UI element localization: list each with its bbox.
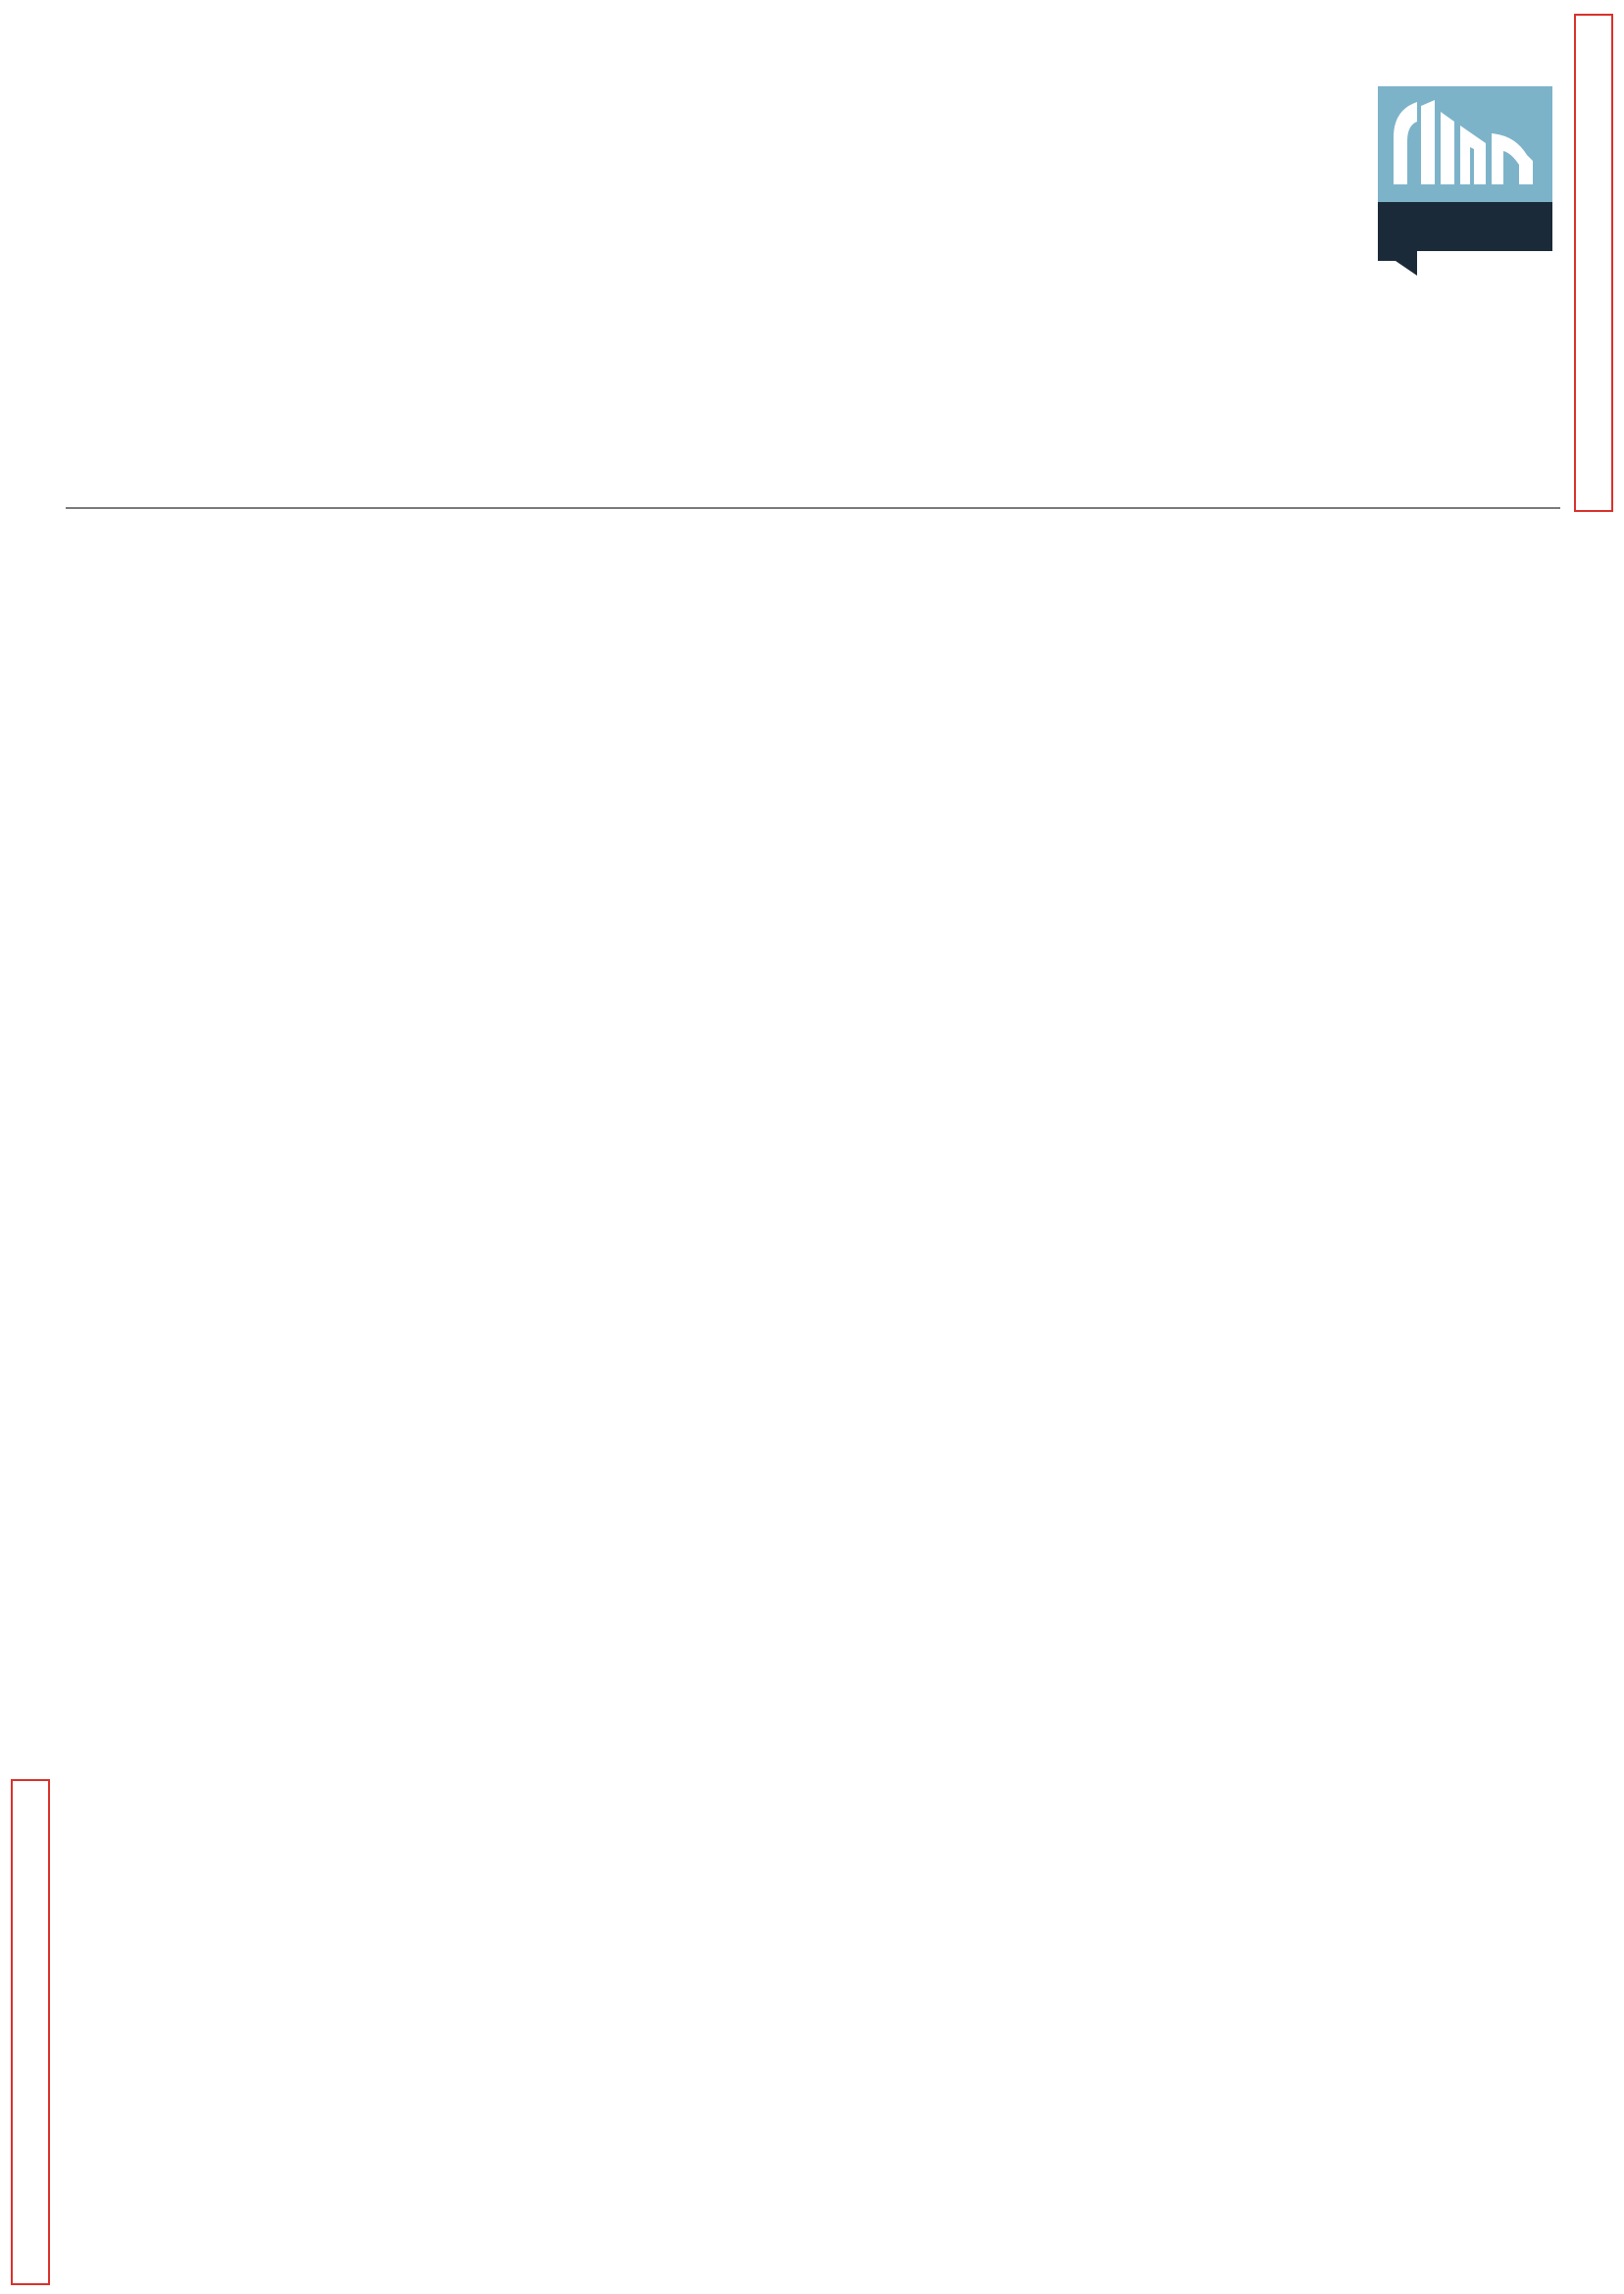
property-block	[0, 1327, 1624, 1621]
property-block	[0, 636, 1624, 930]
archive-stamp-left	[11, 1779, 50, 2285]
property-block	[0, 1673, 1624, 1967]
archive-stamp-right	[1574, 14, 1613, 512]
dibk-logo	[1378, 86, 1552, 276]
logo-bottom-panel	[1378, 202, 1552, 251]
property-block	[0, 981, 1624, 1275]
section-divider	[66, 507, 1560, 509]
